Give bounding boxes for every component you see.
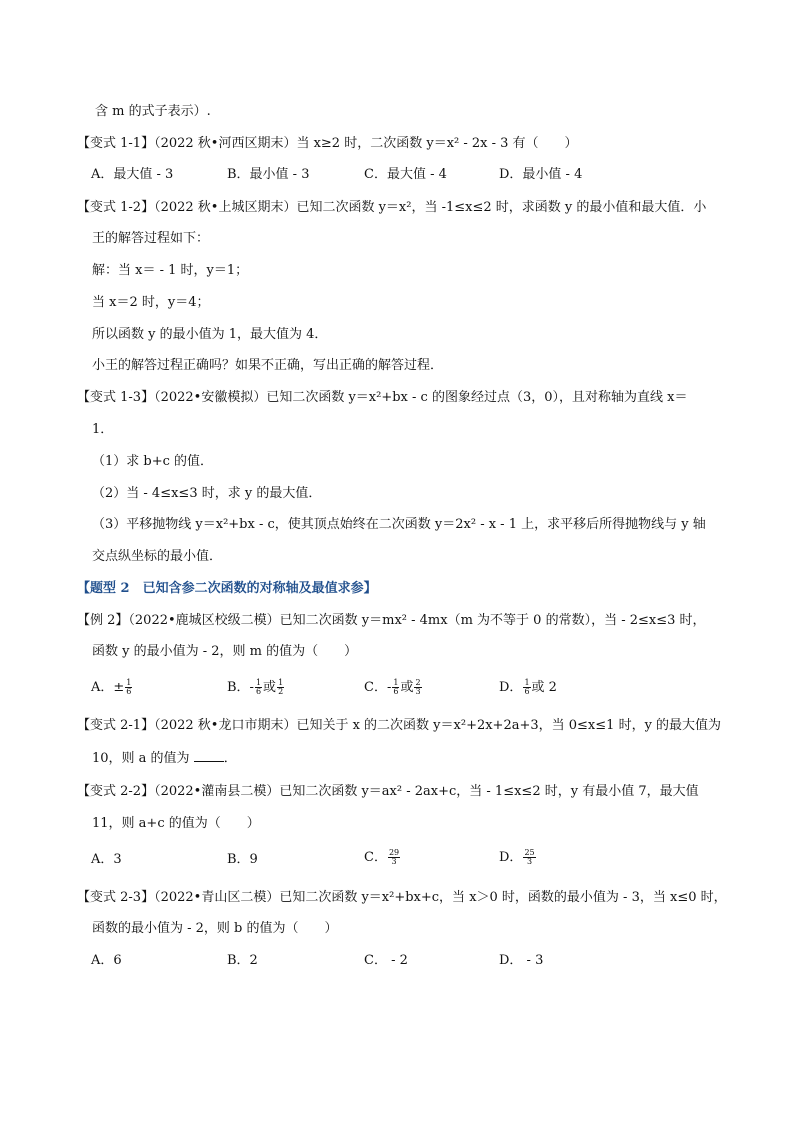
text-line: 函数 y 的最小值为 - 2，则 m 的值为（ ） [92,644,358,659]
text-line: 交点纵坐标的最小值． [92,549,223,564]
option-c: C． $\frac{29}{3}$ [364,848,400,866]
text-line: 王的解答过程如下： [92,231,210,246]
sub-question: （1）求 b+c 的值． [92,454,214,469]
text-line: 所以函数 y 的最小值为 1，最大值为 4． [92,327,328,342]
example-2: 【例 2】（2022•鹿城区校级二模）已知二次函数 y＝mx² - 4mx（m 为不等于 0 的常数），当 - 2≤x≤3 时， [77,613,706,628]
option-b: B．最小值 - 3 [227,167,310,182]
question-2-2: 【变式 2-2】（2022•灌南县二模）已知二次函数 y＝ax² - 2ax+c，当 - 1≤x≤2 时，y 有最小值 7，最大值 [77,784,699,799]
question-2-1: 【变式 2-1】（2022 秋•龙口市期末）已知关于 x 的二次函数 y＝x²+2x+2a+3，当 0≤x≤1 时，y 的最大值为 [77,718,722,733]
text-line: 解：当 x＝ - 1 时，y＝1； [92,263,249,278]
option-d: D． - 3 [499,953,544,968]
section-heading: 【题型 2 已知含参二次函数的对称轴及最值求参】 [77,581,377,596]
text-line: 含 m 的式子表示）. [95,104,211,119]
text-line: 1． [92,422,114,437]
option-a: A．6 [91,953,122,968]
option-c: C． - 2 [364,953,408,968]
text-line: 小王的解答过程正确吗？如果不正确，写出正确的解答过程． [92,358,444,373]
text-line: 11，则 a+c 的值为（ ） [92,816,260,831]
text-line: 函数的最小值为 - 2，则 b 的值为（ ） [92,921,338,936]
sub-question: （2）当 - 4≤x≤3 时，求 y 的最大值． [92,486,322,501]
option-b: B．- $\frac{1}{6}$ 或 $\frac{1}{2}$ [227,678,284,696]
question-1-1: 【变式 1-1】（2022 秋•河西区期末）当 x≥2 时，二次函数 y＝x² - 2x - 3 有（ ） [77,136,578,151]
option-a: A．最大值 - 3 [91,167,174,182]
question-1-3: 【变式 1-3】（2022•安徽模拟）已知二次函数 y＝x²+bx - c 的图象经过点（3，0），且对称轴为直线 x＝ [77,390,688,405]
option-c: C．- $\frac{1}{6}$ 或 $\frac{2}{3}$ [364,678,421,696]
option-c: C．最大值 - 4 [364,167,447,182]
question-2-3: 【变式 2-3】（2022•青山区二模）已知二次函数 y＝x²+bx+c，当 x＞0 时，函数的最小值为 - 3，当 x≤0 时， [77,890,727,905]
option-a: A．3 [91,852,122,867]
answer-blank[interactable] [194,749,224,762]
option-b: B．9 [227,852,258,867]
option-d: D． $\frac{25}{3}$ [499,848,535,866]
option-b: B．2 [227,953,258,968]
option-d: D．最小值 - 4 [499,167,583,182]
text-line: 10，则 a 的值为 ． [92,751,237,766]
sub-question: （3）平移抛物线 y＝x²+bx - c，使其顶点始终在二次函数 y＝2x² - x - 1 上，求平移后所得抛物线与 y 轴 [92,517,706,532]
option-d: D． $\frac{1}{6}$ 或 2 [499,678,557,696]
question-1-2: 【变式 1-2】（2022 秋•上城区期末）已知二次函数 y＝x²，当 -1≤x≤2 时，求函数 y 的最小值和最大值．小 [77,200,707,215]
option-a: A．± $\frac{1}{6}$ [91,678,132,696]
text-line: 当 x＝2 时，y＝4； [92,295,210,310]
